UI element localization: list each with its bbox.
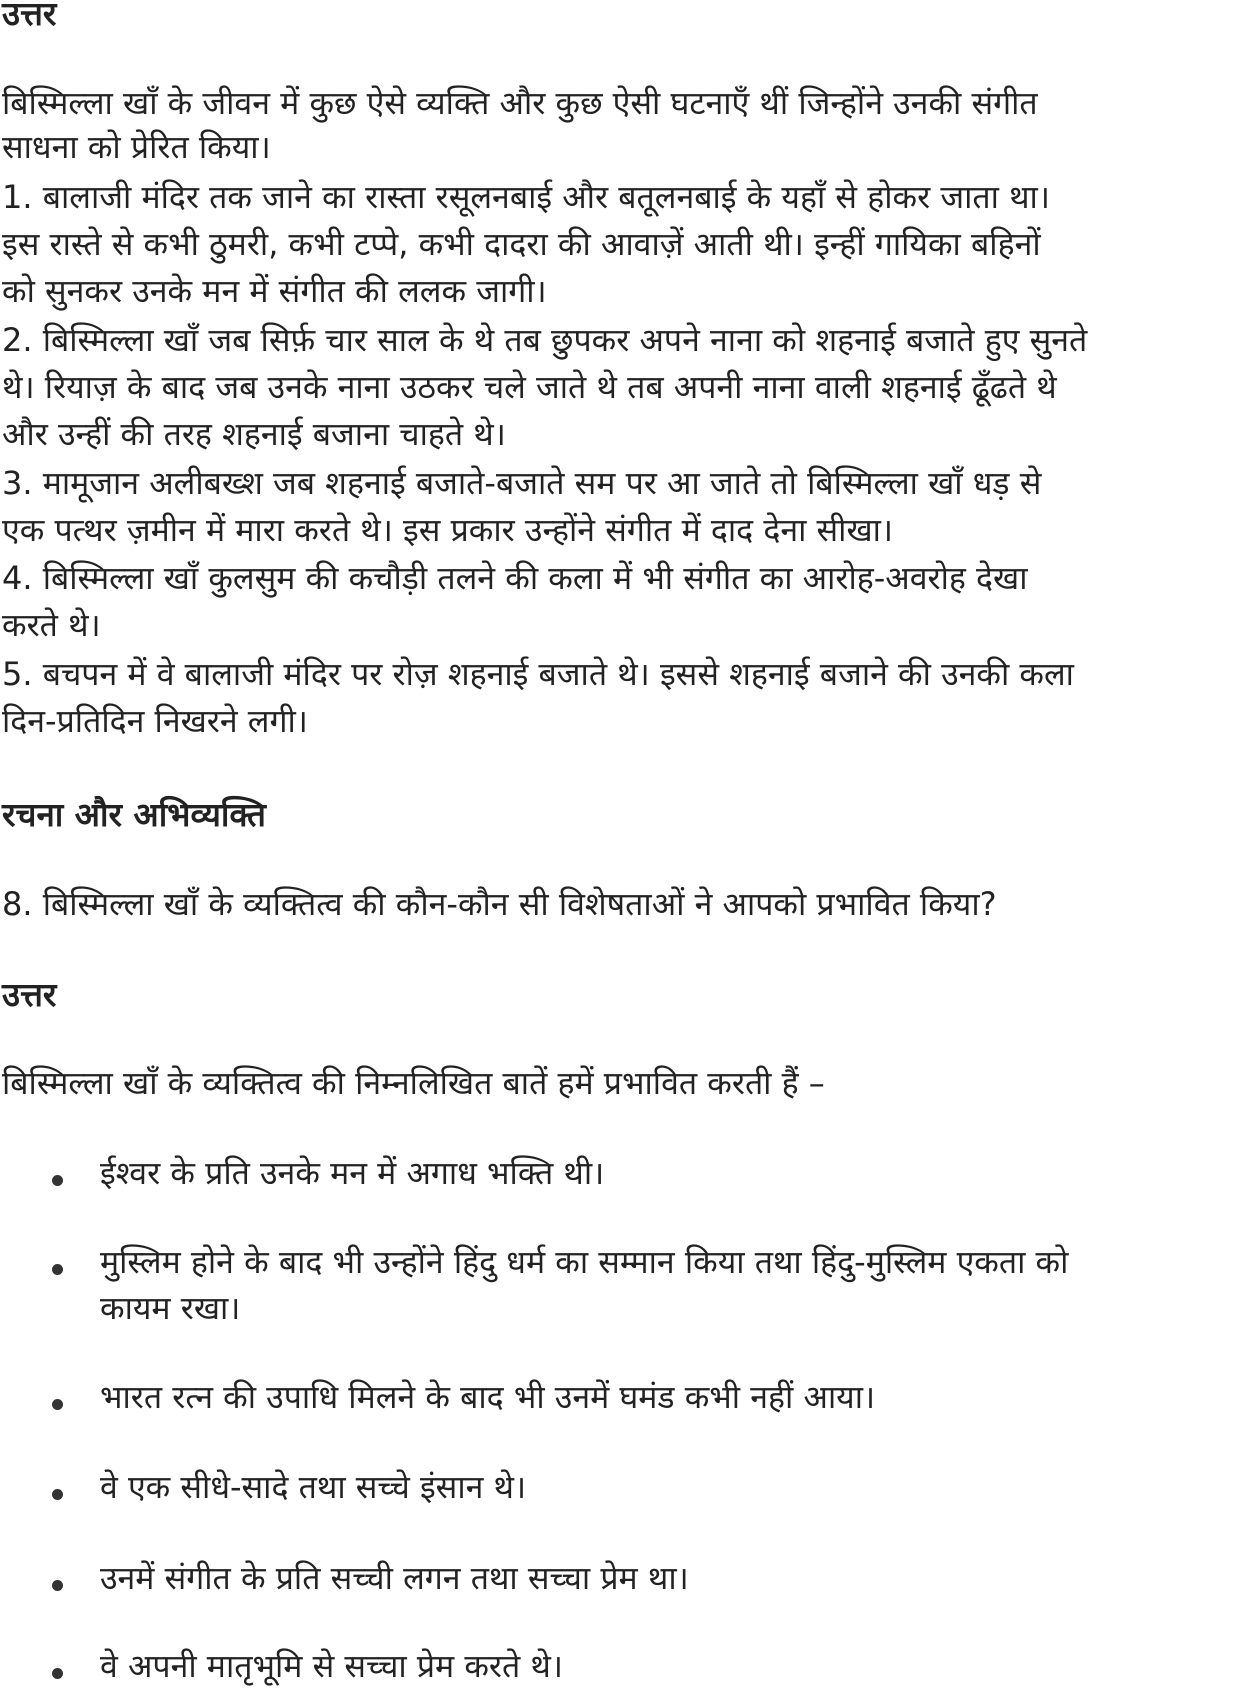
- answer-7-line: 5. बचपन में वे बालाजी मंदिर पर रोज़ शहनाई बजाते थे। इससे शहनाई बजाने की उनकी कला: [2, 655, 1074, 693]
- answer-7-line: 3. मामूजान अलीबख्श जब शहनाई बजाते-बजाते सम पर आ जाते तो बिस्मिल्ला खाँ धड़ से: [2, 464, 1042, 502]
- answer-7-line: और उन्हीं की तरह शहनाई बजाना चाहते थे।: [2, 415, 506, 453]
- bullet-item-line: वे अपनी मातृभूमि से सच्चा प्रेम करते थे।: [100, 1647, 564, 1685]
- answer-8-intro: बिस्मिल्ला खाँ के व्यक्तित्व की निम्नलिखित बातें हमें प्रभावित करती हैं –: [2, 1064, 825, 1102]
- section-heading: रचना और अभिव्यक्ति: [2, 795, 266, 834]
- answer-7-line: थे। रियाज़ के बाद जब उनके नाना उठकर चले जाते थे तब अपनी नाना वाली शहनाई ढूँढते थे: [2, 368, 1057, 406]
- bullet-item-line: ईश्वर के प्रति उनके मन में अगाध भक्ति थी।: [100, 1154, 605, 1192]
- answer-heading: उत्तर: [2, 0, 57, 33]
- bullet-item-line: मुस्लिम होने के बाद भी उन्होंने हिंदु धर्म का सम्मान किया तथा हिंदु-मुस्लिम एकता को: [100, 1243, 1069, 1281]
- bullet-item-line: उनमें संगीत के प्रति सच्ची लगन तथा सच्चा प्रेम था।: [100, 1559, 689, 1597]
- answer-7-line: 1. बालाजी मंदिर तक जाने का रास्ता रसूलनबाई और बतूलनबाई के यहाँ से होकर जाता था।: [2, 178, 1050, 216]
- bullet-dot: [52, 1264, 63, 1275]
- answer-7-line: इस रास्ते से कभी ठुमरी, कभी टप्पे, कभी दादरा की आवाज़ें आती थी। इन्हीं गायिका बहिनों: [2, 225, 1041, 263]
- answer-7-line: करते थे।: [2, 606, 101, 644]
- question-8: 8. बिस्मिल्ला खाँ के व्यक्तित्व की कौन-कौन सी विशेषताओं ने आपको प्रभावित किया?: [2, 885, 997, 923]
- answer-7-line: एक पत्थर ज़मीन में मारा करते थे। इस प्रकार उन्होंने संगीत में दाद देना सीखा।: [2, 511, 894, 549]
- bullet-item-line: भारत रत्न की उपाधि मिलने के बाद भी उनमें घमंड कभी नहीं आया।: [100, 1378, 876, 1416]
- bullet-dot: [52, 1489, 63, 1500]
- bullet-dot: [52, 1668, 63, 1679]
- bullet-item-line: कायम रखा।: [100, 1289, 241, 1327]
- bullet-dot: [52, 1175, 63, 1186]
- answer-7-line: साधना को प्रेरित किया।: [2, 128, 271, 166]
- answer-7-line: बिस्मिल्ला खाँ के जीवन में कुछ ऐसे व्यक्ति और कुछ ऐसी घटनाएँ थीं जिन्होंने उनकी संगीत: [2, 84, 1038, 122]
- answer-heading: उत्तर: [2, 975, 57, 1014]
- bullet-item-line: वे एक सीधे-सादे तथा सच्चे इंसान थे।: [100, 1468, 527, 1506]
- answer-7-line: दिन-प्रतिदिन निखरने लगी।: [2, 702, 308, 740]
- answer-7-line: को सुनकर उनके मन में संगीत की ललक जागी।: [2, 272, 547, 310]
- answer-7-line: 4. बिस्मिल्ला खाँ कुलसुम की कचौड़ी तलने की कला में भी संगीत का आरोह-अवरोह देखा: [2, 559, 1028, 597]
- bullet-dot: [52, 1399, 63, 1410]
- bullet-dot: [52, 1580, 63, 1591]
- answer-7-line: 2. बिस्मिल्ला खाँ जब सिर्फ़ चार साल के थे तब छुपकर अपने नाना को शहनाई बजाते हुए सुनते: [2, 321, 1088, 359]
